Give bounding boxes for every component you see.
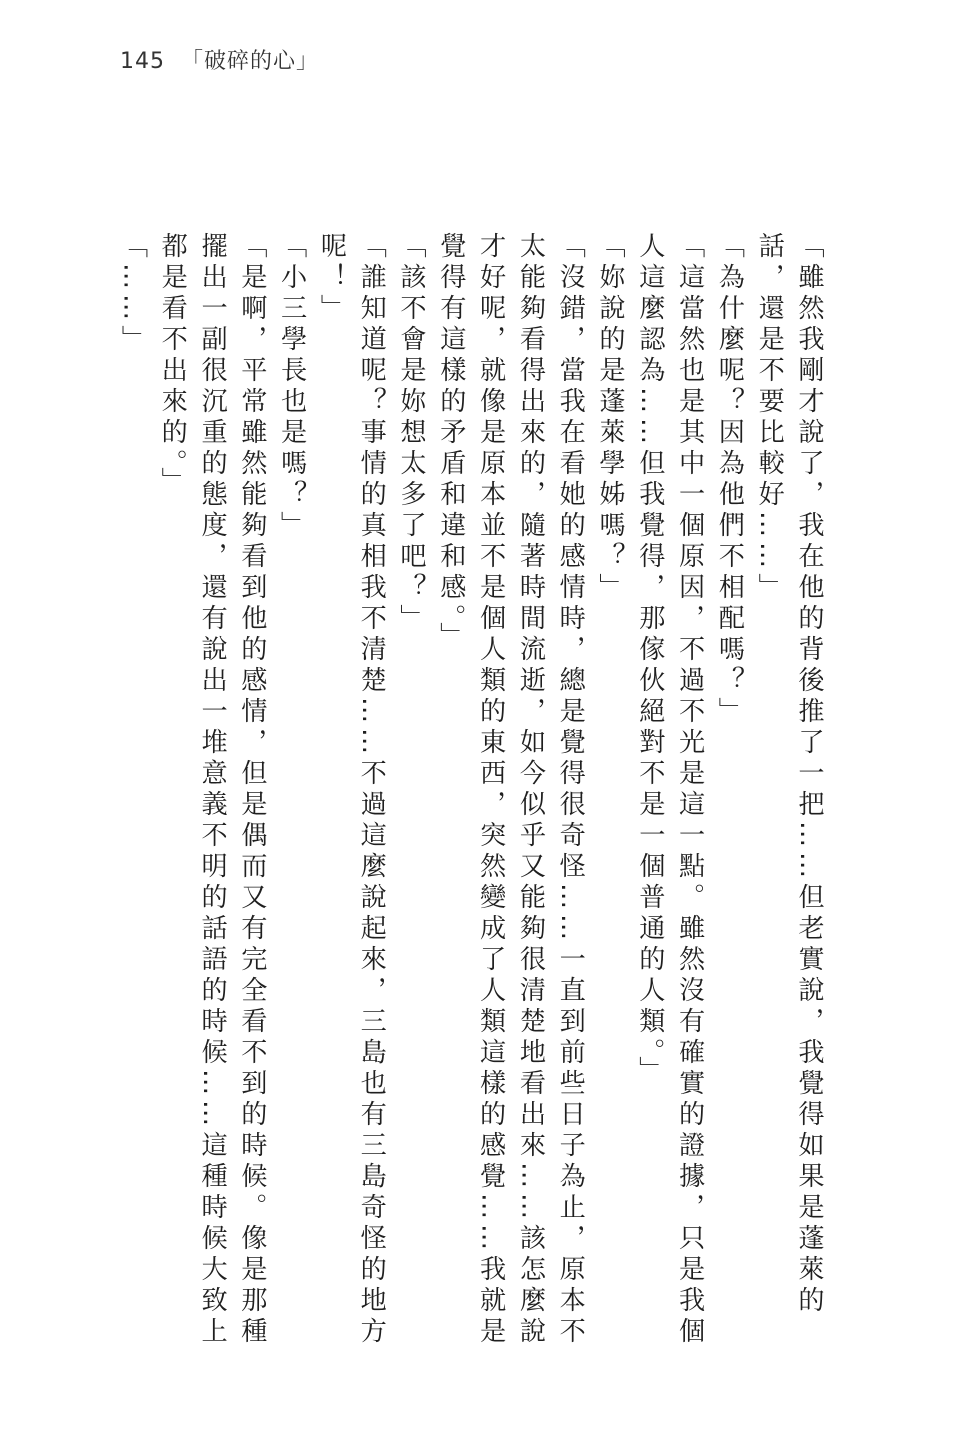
paragraph-8: 「小三學長也是嗎？」 [276,232,307,542]
paragraph-1: 「雖然我剛才說了，我在他的背後推了一把……但老實說，我覺得如果是蓬萊的話，還是不要比較好……」 [754,232,824,1317]
page-number: 145 [120,49,165,74]
paragraph-7: 「誰知道呢？事情的真相我不清楚……不過這麼說起來，三島也有三島奇怪的地方呢！」 [316,232,387,1348]
paragraph-4: 「妳說的是蓬萊學姊嗎？」 [595,232,626,604]
page-header [120,44,319,75]
chapter-title: 「破碎的心」 [181,49,320,74]
paragraph-2: 「為什麼呢？因為他們不相配嗎？」 [714,232,745,728]
paragraph-6: 「該不會是妳想太多了吧？」 [396,232,427,635]
paragraph-3: 「這當然也是其中一個原因，不過不光是這一點。雖然沒有確實的證據，只是我個人這麼認為……但我覺得，那傢伙絕對不是一個普通的人類。」 [634,232,705,1348]
vertical-text-body [112,232,828,1352]
paragraph-10: 「……」 [117,232,148,356]
paragraph-5: 「沒錯，當我在看她的感情時，總是覺得很奇怪……一直到前些日子為止，原本不太能夠看得出來的，隨著時間流逝，如今似乎又能夠很清楚地看出來……該怎麼說才好呢，就像是原本並不是個人類的東西，突然變成了人類這樣的感覺……我就是覺得有這樣的矛盾和違和感。」 [435,232,586,1348]
paragraph-9: 「是啊，平常雖然能夠看到他的感情，但是偶而又有完全看不到的時候。像是那種擺出一副很沉重的態度，還有說出一堆意義不明的話語的時候……這種時候大致上都是看不出來的。」 [157,232,267,1348]
